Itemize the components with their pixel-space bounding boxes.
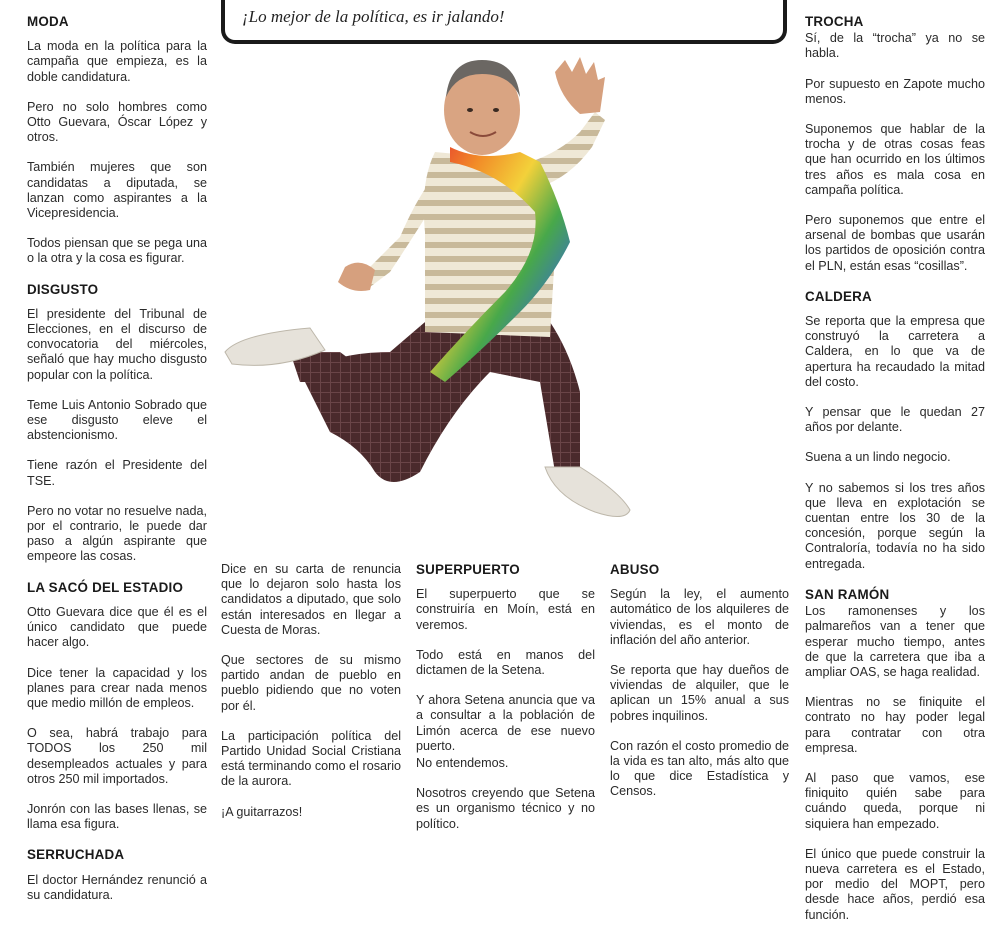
paragraph: El doctor Hernández renunció a su candidatura. xyxy=(27,872,207,902)
paragraph: Sí, de la “trocha” ya no se habla. xyxy=(805,31,985,61)
paragraph: O sea, habrá trabajo para TODOS los 250 mil desempleados actuales y para otros 250 mil importados. xyxy=(27,726,207,786)
politician-photo xyxy=(220,52,680,542)
paragraph: Y pensar que le quedan 27 años por delante. xyxy=(805,405,985,435)
paragraph: Pero no solo hombres como Otto Guevara, Óscar López y otros. xyxy=(27,99,207,145)
section-title-superpuerto: SUPERPUERTO xyxy=(416,562,520,577)
paragraph: ¡A guitarrazos! xyxy=(221,804,303,819)
paragraph: Suena a un lindo negocio. xyxy=(805,450,951,465)
section-title-disgusto: DISGUSTO xyxy=(27,281,99,297)
paragraph: Con razón el costo promedio de la vida es tan alto, más alto que lo que dice Estadística y Censos. xyxy=(610,738,789,799)
paragraph: Se reporta que la empresa que construyó la carretera a Caldera, en lo que va de apertura ha recaudado la mitad del costo. xyxy=(805,314,985,389)
section-title-abuso: ABUSO xyxy=(610,562,660,577)
column-1 xyxy=(27,14,207,918)
paragraph: Se reporta que hay dueños de viviendas de alquiler, que le aplican un 15% anual a sus pobres inquilinos. xyxy=(610,663,789,723)
paragraph: Dice en su carta de renuncia que lo dejaron solo hasta los candidatos a diputado, que solo están interesados en llegar a Cuesta de Moras. xyxy=(221,562,401,637)
paragraph: Y no sabemos si los tres años que lleva en explotación se cuentan entre los 30 de la concesión, porque según la Contraloría, todavía no ha sido entregada. xyxy=(805,480,985,571)
paragraph: Dice tener la capacidad y los planes para crear nada menos que medio millón de empleos. xyxy=(27,665,207,710)
paragraph: Que sectores de su mismo partido andan de pueblo en pueblo pidiendo que no voten por él. xyxy=(221,653,401,713)
paragraph: Mientras no se finiquite el contrato no hay poder legal para contratar con otra empresa. xyxy=(805,695,985,755)
section-title-estadio: LA SACÓ DEL ESTADIO xyxy=(27,579,184,595)
column-5 xyxy=(805,14,985,938)
paragraph: Y ahora Setena anuncia que va a consultar a la población de Limón acerca de ese nuevo puerto. xyxy=(416,693,595,753)
paragraph: Teme Luis Antonio Sobrado que ese disgusto eleve el abstencionismo. xyxy=(27,397,207,443)
paragraph: Los ramonenses y los palmareños van a tener que esperar mucho tiempo, antes de que la carretera que iba a ampliar OAS, se haga realidad. xyxy=(805,604,985,679)
section-title-serruchada: SERRUCHADA xyxy=(27,847,125,863)
paragraph: Todo está en manos del dictamen de la Setena. xyxy=(416,647,595,678)
paragraph: También mujeres que son candidatas a diputada, se lanzan como aspirantes a la Vicepresidencia. xyxy=(27,160,207,221)
paragraph: Suponemos que hablar de la trocha y de otras cosas feas que han ocurrido en los últimos tres años es mala cosa en campaña política. xyxy=(805,122,985,197)
column-2 xyxy=(221,562,401,835)
paragraph: Jonrón con las bases llenas, se llama esa figura. xyxy=(27,801,207,832)
paragraph: Tiene razón el Presidente del TSE. xyxy=(27,458,207,488)
paragraph: La participación política del Partido Unidad Social Cristiana está terminando como el rosario de la aurora. xyxy=(221,728,401,789)
paragraph: Al paso que vamos, ese finiquito quién sabe para cuándo queda, porque ni siquiera han empezado. xyxy=(805,770,985,831)
paragraph: Otto Guevara dice que él es el único candidato que puede hacer algo. xyxy=(27,604,207,650)
paragraph: Según la ley, el aumento automático de los alquileres de viviendas, es el monto de inflación del año anterior. xyxy=(610,587,789,647)
paragraph: Nosotros creyendo que Setena es un organismo técnico y no político. xyxy=(416,786,595,831)
section-title-caldera: CALDERA xyxy=(805,288,872,304)
paragraph: No entendemos. xyxy=(416,756,509,771)
section-title-trocha: TROCHA xyxy=(805,14,864,29)
paragraph: Por supuesto en Zapote mucho menos. xyxy=(805,76,985,106)
paragraph: La moda en la política para la campaña que empieza, es la doble candidatura. xyxy=(27,39,207,84)
paragraph: El presidente del Tribunal de Elecciones, en el discurso de convocatoria del miércoles, señaló que hay mucho disgusto popular con la política. xyxy=(27,306,207,382)
paragraph: Pero no votar no resuelve nada, por el contrario, le puede dar paso a algún aspirante que empeore las cosas. xyxy=(27,503,207,564)
paragraph: El superpuerto que se construiría en Moín, está en veremos. xyxy=(416,587,595,632)
tagline: ¡Lo mejor de la política, es ir jalando! xyxy=(242,7,505,26)
paragraph: El único que puede construir la nueva carretera es el Estado, por medio del MOPT, pero desde hace años, perdió esa función. xyxy=(805,846,985,922)
section-title-san-ramon: SAN RAMÓN xyxy=(805,586,890,602)
column-4 xyxy=(610,562,789,815)
paragraph: Todos piensan que se pega una o la otra y la cosa es figurar. xyxy=(27,236,207,266)
section-title-moda: MODA xyxy=(27,14,69,29)
paragraph: Pero suponemos que entre el arsenal de bombas que usarán los partidos de oposición contra el PLN, están esas “cosillas”. xyxy=(805,213,985,273)
column-3 xyxy=(416,562,595,847)
